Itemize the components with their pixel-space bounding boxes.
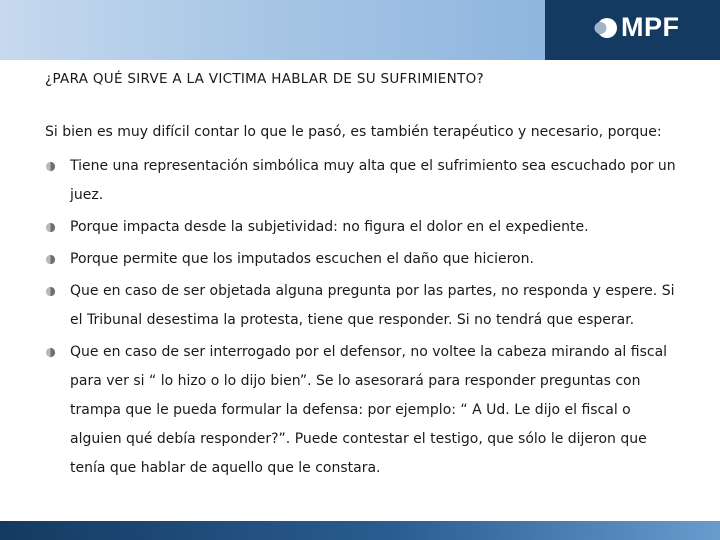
slide-title: ¿PARA QUÉ SIRVE A LA VICTIMA HABLAR DE SU SUFRIMIENTO?: [45, 71, 484, 87]
bullet-item: [45, 277, 685, 335]
bullet-list: [45, 152, 685, 486]
bullet-text: Tiene una representación simbólica muy alta que el sufrimiento sea escuchado por un juez.: [70, 158, 676, 203]
bullet-dot-icon: [45, 254, 56, 265]
bullet-item: [45, 338, 685, 483]
header-band: [0, 0, 545, 60]
bullet-text: Que en caso de ser interrogado por el defensor, no voltee la cabeza mirando al fiscal para ver si “ lo hizo o lo dijo bien”. Se lo asesorará para responder preguntas con trampa que le pueda formular la defensa: por ejemplo: “ A Ud. Le dijo el fiscal o alguien qué debía responder?”. Puede contestar el testigo, que sólo le dijeron que tenía que hablar de aquello que le constara.: [70, 344, 668, 476]
bullet-item: [45, 245, 685, 274]
bullet-text: Porque permite que los imputados escuchen el daño que hicieron.: [70, 251, 534, 267]
bullet-dot-icon: [45, 161, 56, 172]
bullet-text: Porque impacta desde la subjetividad: no figura el dolor en el expediente.: [70, 219, 589, 235]
bullet-item: [45, 152, 685, 210]
mpf-logo-icon: [594, 16, 618, 40]
bullet-item: [45, 213, 685, 242]
intro-text: Si bien es muy difícil contar lo que le pasó, es también terapéutico y necesario, porque:: [45, 124, 662, 140]
footer-band: [0, 521, 720, 540]
mpf-logo-text: MPF: [621, 12, 680, 42]
bullet-dot-icon: [45, 347, 56, 358]
bullet-dot-icon: [45, 222, 56, 233]
bullet-text: Que en caso de ser objetada alguna pregunta por las partes, no responda y espere. Si el Tribunal desestima la protesta, tiene que responder. Si no tendrá que esperar.: [70, 283, 675, 328]
bullet-dot-icon: [45, 286, 56, 297]
